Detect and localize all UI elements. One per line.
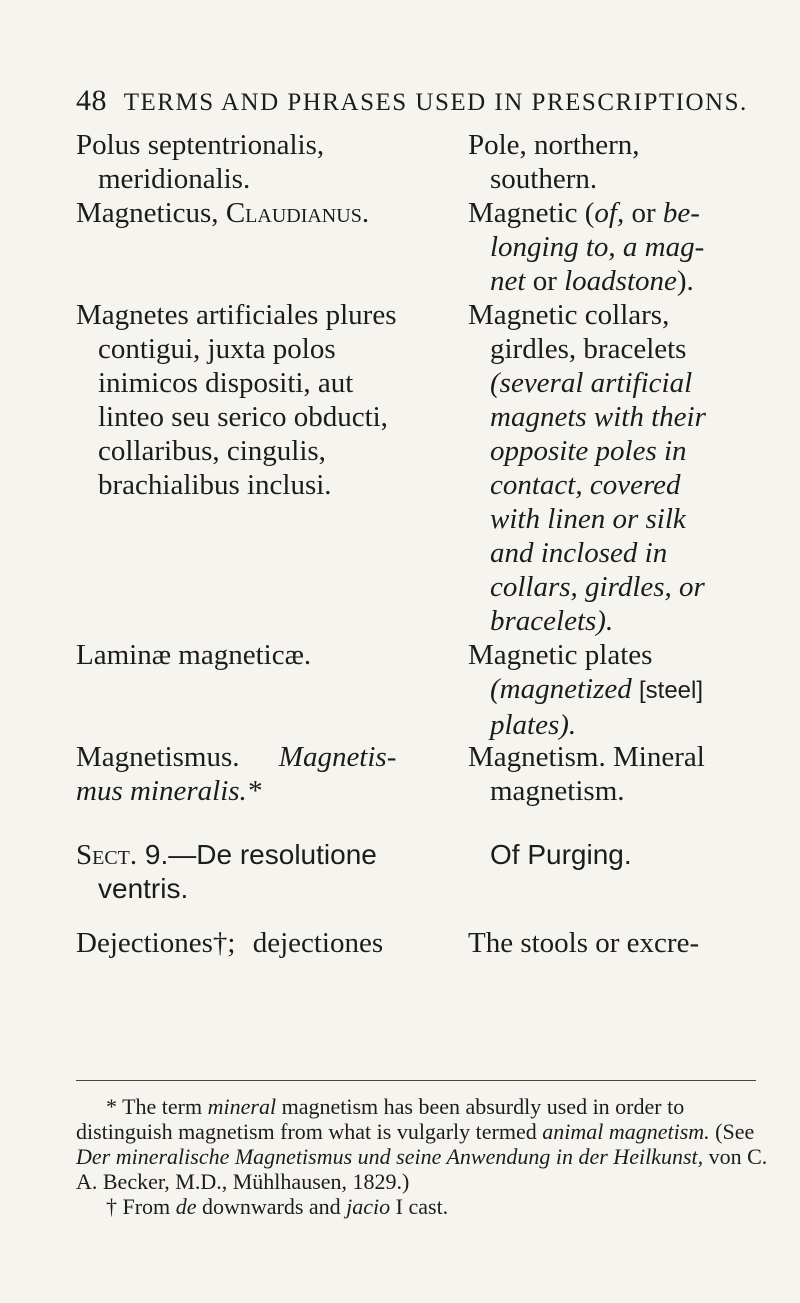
english-term-cont: plates). — [490, 709, 577, 741]
english-term-cont: (several artificial — [490, 367, 693, 399]
footnote-rule — [76, 1080, 756, 1081]
latin-term-cont: collaribus, cingulis, — [98, 435, 326, 467]
latin-term-cont: brachialibus inclusi. — [98, 469, 332, 501]
latin-term: Polus septentrionalis, — [76, 129, 325, 161]
english-term-cont: contact, covered — [490, 469, 681, 501]
english-term-cont: magnetism. — [490, 775, 625, 807]
entry-magnetes — [76, 298, 776, 638]
running-title: TERMS AND PHRASES USED IN PRESCRIPTIONS. — [123, 89, 748, 116]
latin-term-cont: meridionalis. — [98, 163, 251, 195]
section-title-latin-cont: ventris. — [98, 873, 189, 904]
english-term: The stools or excre- — [468, 927, 700, 959]
latin-term-cont: contigui, juxta polos — [98, 333, 336, 365]
latin-term-cont: inimicos dispositi, aut — [98, 367, 354, 399]
footnote-2: † From de downwards and jacio I cast. — [106, 1194, 449, 1219]
english-term-cont: magnets with their — [490, 401, 706, 433]
page-number: 48 — [76, 84, 107, 117]
english-term-cont: with linen or silk — [490, 503, 686, 535]
english-term-cont: bracelets). — [490, 605, 614, 637]
author-name: Claudianus. — [225, 197, 370, 229]
latin-term-cont: linteo seu serico obducti, — [98, 401, 388, 433]
english-term-cont: girdles, bracelets — [490, 333, 687, 365]
section-heading — [76, 838, 776, 906]
english-term-cont: longing to, a mag- — [490, 231, 705, 263]
section-title-english: Of Purging. — [490, 839, 632, 870]
running-header — [76, 84, 776, 118]
latin-term: Magnetes artificiales plures — [76, 299, 397, 331]
latin-term: Magnetismus. Magnetis- — [76, 741, 397, 773]
english-term-cont: southern. — [490, 163, 598, 195]
latin-term: Laminæ magneticæ. — [76, 639, 312, 671]
english-term: Magnetism. Mineral — [468, 741, 705, 773]
footnote-1: * The term mineral magnetism has been absurdly used in order to distinguish magnetism from what is vulgarly termed animal magnetism. (See Der mineralische Magnetismus und seine Anwendung in der Heilkunst, von C. A. Becker, M.D., Mühlhausen, 1829.) — [76, 1094, 768, 1194]
english-term: Pole, northern, — [468, 129, 640, 161]
footnotes — [76, 1094, 776, 1219]
latin-term: Magneticus, Claudianus. — [76, 197, 370, 229]
english-term-cont: opposite poles in — [490, 435, 687, 467]
entry-dejectiones — [76, 926, 776, 960]
english-term-cont: (magnetized [steel] — [490, 673, 704, 705]
english-term: Magnetic (of, or be- — [468, 197, 700, 229]
section-title-latin: Sect. 9.—De resolutione — [76, 839, 377, 871]
english-term-cont: net or loadstone). — [490, 265, 694, 297]
english-term-cont: and inclosed in — [490, 537, 668, 569]
english-term: Magnetic collars, — [468, 299, 670, 331]
latin-term: Dejectiones†; dejectiones — [76, 927, 384, 959]
entry-polus — [76, 128, 776, 196]
english-term: Magnetic plates — [468, 639, 653, 671]
entry-laminae — [76, 638, 776, 742]
entry-magneticus — [76, 196, 776, 298]
entry-magnetismus — [76, 740, 776, 808]
english-term-cont: collars, girdles, or — [490, 571, 705, 603]
latin-term-cont: mus mineralis.* — [76, 775, 262, 807]
